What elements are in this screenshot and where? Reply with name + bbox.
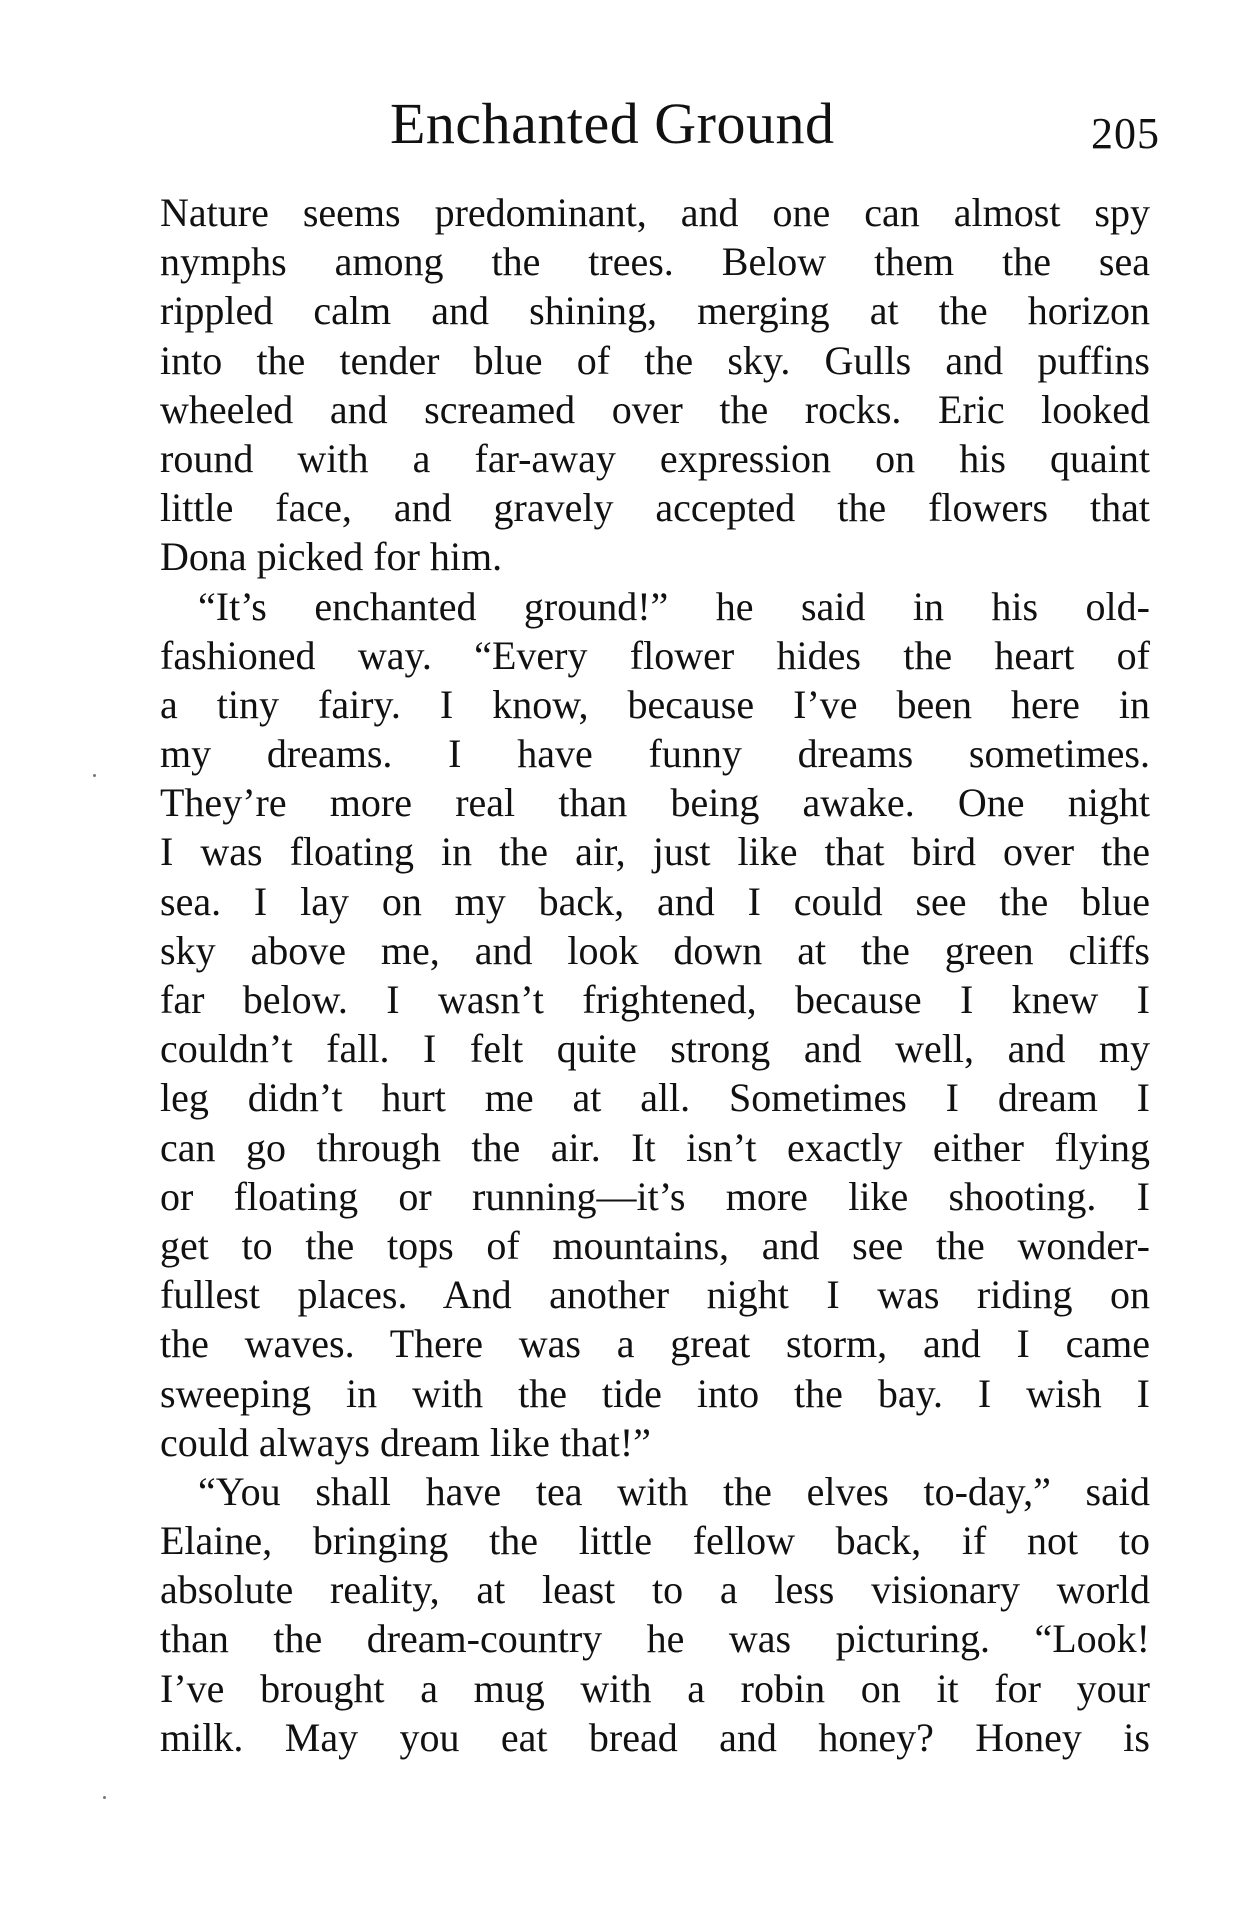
page-number: 205 (1091, 109, 1160, 158)
text-line: fullest places. And another night I was riding on (160, 1272, 1150, 1318)
text-line: nymphs among the trees. Below them the sea (160, 239, 1150, 285)
text-line: sea. I lay on my back, and I could see the blue (160, 878, 1150, 924)
text-line: a tiny fairy. I know, because I’ve been here in (160, 681, 1150, 727)
text-line: sweeping in with the tide into the bay. I wish I (160, 1370, 1150, 1416)
text-line: fashioned way. “Every flower hides the heart of (160, 632, 1150, 678)
text-line: Nature seems predominant, and one can almost spy (160, 190, 1150, 235)
text-line: get to the tops of mountains, and see the wonder- (160, 1222, 1150, 1268)
text-line: or floating or running—it’s more like shooting. I (160, 1173, 1150, 1219)
running-title: Enchanted Ground (390, 91, 835, 156)
scan-speck (93, 774, 96, 777)
text-line: I was floating in the air, just like that bird over the (160, 829, 1150, 875)
text-line: could always dream like that!” (160, 1419, 651, 1465)
text-line: can go through the air. It isn’t exactly either flying (160, 1124, 1150, 1170)
text-line: round with a far-away expression on his quaint (160, 435, 1150, 481)
text-line: the waves. There was a great storm, and I came (160, 1321, 1150, 1367)
scan-speck (103, 1796, 106, 1799)
text-line: absolute reality, at least to a less visionary world (160, 1567, 1150, 1613)
text-line: Elaine, bringing the little fellow back, if not to (160, 1518, 1150, 1564)
body-text (160, 188, 1150, 1762)
text-line: rippled calm and shining, merging at the horizon (160, 288, 1150, 334)
text-line: into the tender blue of the sky. Gulls and puffins (160, 337, 1150, 383)
text-line: “It’s enchanted ground!” he said in his old- (198, 583, 1150, 629)
text-line: milk. May you eat bread and honey? Honey is (160, 1714, 1150, 1760)
text-line: sky above me, and look down at the green cliffs (160, 927, 1150, 973)
text-line: They’re more real than being awake. One night (160, 780, 1150, 826)
text-line: wheeled and screamed over the rocks. Eric looked (160, 386, 1150, 432)
text-line: “You shall have tea with the elves to-day,” said (198, 1468, 1150, 1514)
text-line: little face, and gravely accepted the flowers that (160, 485, 1150, 531)
text-line: couldn’t fall. I felt quite strong and well, and my (160, 1026, 1150, 1072)
running-head (160, 84, 1160, 164)
text-line: leg didn’t hurt me at all. Sometimes I dream I (160, 1075, 1150, 1121)
text-line: my dreams. I have funny dreams sometimes. (160, 731, 1150, 777)
text-line: than the dream-country he was picturing. “Look! (160, 1616, 1150, 1662)
text-line: I’ve brought a mug with a robin on it for your (160, 1665, 1150, 1711)
text-line: Dona picked for him. (160, 534, 503, 580)
text-line: far below. I wasn’t frightened, because I knew I (160, 977, 1150, 1022)
